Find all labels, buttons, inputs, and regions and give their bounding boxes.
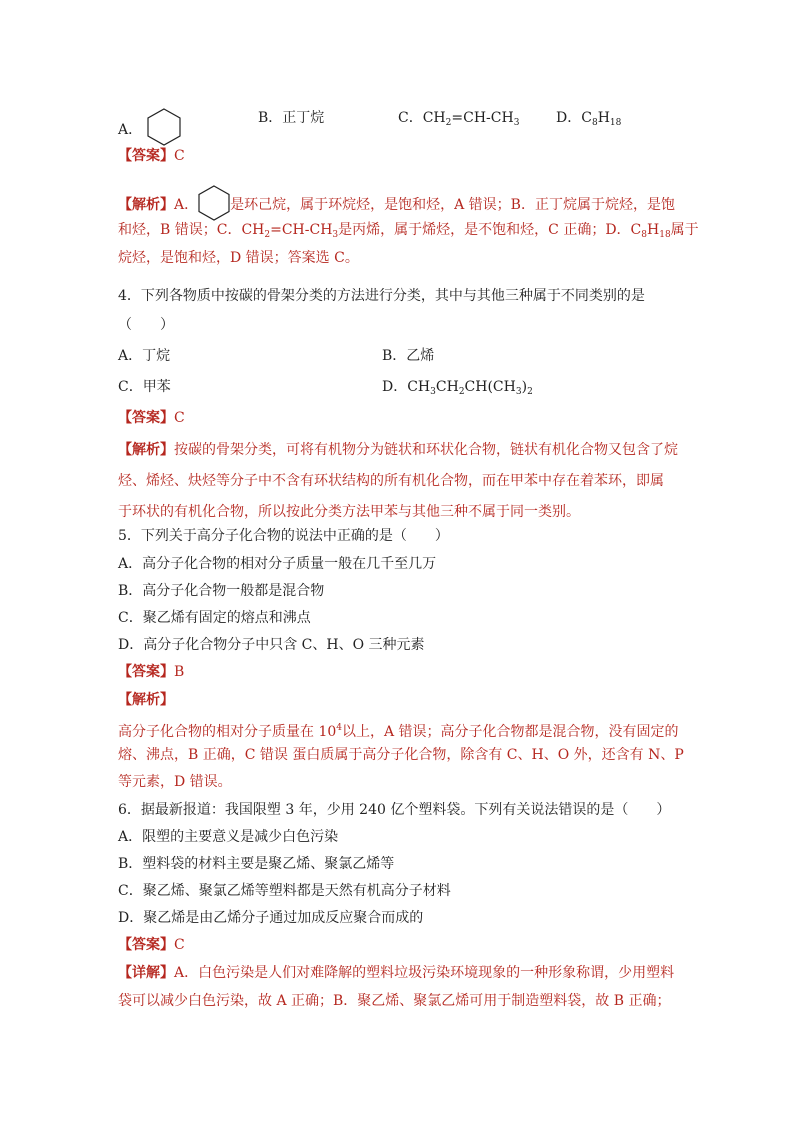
analysis-tag: 【解析】 bbox=[118, 692, 174, 708]
formula-part: =CH-CH bbox=[451, 110, 514, 126]
formula-subscript: 2 bbox=[458, 387, 465, 397]
formula-subscript: 18 bbox=[609, 118, 622, 128]
detail-tag: 【详解】 bbox=[118, 965, 174, 981]
q5-analysis-line-1 bbox=[118, 718, 679, 742]
answer-value: C bbox=[174, 410, 185, 426]
q6-answer bbox=[118, 935, 185, 955]
q5-analysis-line-3: 等元素，D 错误。 bbox=[118, 774, 232, 790]
analysis-tag: 【解析】 bbox=[118, 442, 174, 458]
analysis-text: 是环己烷，属于环烷烃，是饱和烃，A 错误；B．正丁烷属于烷烃，是饱 bbox=[230, 197, 675, 213]
formula-superscript: 4 bbox=[336, 723, 342, 733]
analysis-tag: 【解析】 bbox=[118, 197, 174, 213]
q4-option-c: C．甲苯 bbox=[118, 379, 171, 395]
formula-subscript: 2 bbox=[445, 118, 452, 128]
q5-option-a: A．高分子化合物的相对分子质量一般在几千至几万 bbox=[118, 556, 437, 572]
analysis-text: 和烃，B 错误；C．CH bbox=[118, 222, 265, 238]
q6-option-d: D．聚乙烯是由乙烯分子通过加成反应聚合而成的 bbox=[118, 910, 424, 926]
q4-answer bbox=[118, 408, 185, 428]
answer-tag: 【答案】 bbox=[118, 937, 174, 953]
q4-analysis-line-3: 于环状的有机化合物，所以按此分类方法甲苯与其他三种不属于同一类别。 bbox=[118, 504, 580, 520]
q4-analysis-line-1 bbox=[118, 440, 678, 460]
q3-analysis-line-2 bbox=[118, 220, 699, 245]
q6-detail-line-1 bbox=[118, 963, 674, 983]
analysis-text: H bbox=[647, 222, 660, 238]
detail-text: A．白色污染是人们对难降解的塑料垃圾污染环境现象的一种形象称谓，少用塑料 bbox=[174, 965, 675, 981]
formula-subscript: 3 bbox=[430, 387, 436, 397]
answer-value: B bbox=[174, 664, 185, 680]
q4-stem-line-1: 4．下列各物质中按碳的骨架分类的方法进行分类，其中与其他三种属于不同类别的是 bbox=[118, 288, 645, 304]
q6-option-b: B．塑料袋的材料主要是聚乙烯、聚氯乙烯等 bbox=[118, 856, 395, 872]
q5-option-d: D．高分子化合物分子中只含 C、H、O 三种元素 bbox=[118, 637, 425, 653]
formula-subscript: 18 bbox=[659, 230, 671, 240]
q6-stem: 6．据最新报道：我国限塑 3 年，少用 240 亿个塑料袋。下列有关说法错误的是（ ） bbox=[118, 802, 671, 818]
q3-option-c bbox=[398, 108, 519, 133]
answer-tag: 【答案】 bbox=[118, 148, 174, 164]
formula-part: ) bbox=[521, 379, 528, 395]
answer-value: C bbox=[174, 937, 185, 953]
q3-analysis-line-3: 烷烃，是饱和烃，D 错误；答案选 C。 bbox=[118, 250, 359, 266]
answer-value: C bbox=[174, 148, 185, 164]
q4-analysis-line-2: 烃、烯烃、炔烃等分子中不含有环状结构的所有机化合物，而在甲苯中存在着苯环，即属 bbox=[118, 473, 664, 489]
formula-subscript: 8 bbox=[591, 118, 598, 128]
formula-part: CH(CH bbox=[464, 379, 516, 395]
q3-analysis-line-1 bbox=[118, 185, 675, 221]
q5-stem: 5．下列关于高分子化合物的说法中正确的是（ ） bbox=[118, 528, 449, 544]
answer-tag: 【答案】 bbox=[118, 410, 174, 426]
q3-option-c-label: C． bbox=[398, 110, 423, 126]
q6-detail-line-2: 袋可以减少白色污染，故 A 正确；B．聚乙烯、聚氯乙烯可用于制造塑料袋，故 B 正确； bbox=[118, 993, 671, 1009]
formula-subscript: 2 bbox=[527, 387, 533, 397]
q4-option-d bbox=[382, 377, 533, 402]
q4-option-a: A．丁烷 bbox=[118, 348, 171, 364]
formula-part: H bbox=[597, 110, 610, 126]
cyclohexane-structure-icon bbox=[198, 185, 230, 221]
formula-part: C bbox=[581, 110, 592, 126]
analysis-text: 属于 bbox=[670, 222, 699, 238]
q5-option-b: B．高分子化合物一般都是混合物 bbox=[118, 583, 325, 599]
q4-option-b: B．乙烯 bbox=[382, 348, 435, 364]
q3-option-a bbox=[118, 108, 181, 146]
q6-option-a: A．限塑的主要意义是减少白色污染 bbox=[118, 829, 339, 845]
q5-analysis-line-2: 熔、沸点，B 正确，C 错误 蛋白质属于高分子化合物，除含有 C、H、O 外，还含有 N、P bbox=[118, 747, 684, 763]
q5-answer bbox=[118, 662, 184, 682]
q3-option-b: B．正丁烷 bbox=[258, 110, 325, 126]
formula-subscript: 3 bbox=[332, 230, 339, 240]
formula-subscript: 3 bbox=[515, 387, 522, 397]
q3-answer bbox=[118, 146, 185, 166]
formula-subscript: 2 bbox=[264, 230, 271, 240]
formula-part: CH bbox=[422, 110, 446, 126]
answer-tag: 【答案】 bbox=[118, 664, 174, 680]
analysis-text: 按碳的骨架分类，可将有机物分为链状和环状化合物，链状有机化合物又包含了烷 bbox=[174, 442, 678, 458]
formula-part: CH bbox=[435, 379, 459, 395]
q5-option-c: C．聚乙烯有固定的熔点和沸点 bbox=[118, 610, 311, 626]
formula-subscript: 3 bbox=[513, 118, 520, 128]
analysis-text: =CH-CH bbox=[270, 222, 333, 238]
analysis-text: 是丙烯，属于烯烃，是不饱和烃，C 正确；D．C bbox=[338, 222, 642, 238]
cyclohexane-structure-icon bbox=[147, 108, 181, 146]
q3-option-d bbox=[556, 108, 621, 133]
formula-part: D．CH bbox=[382, 379, 431, 395]
q3-option-d-label: D． bbox=[556, 110, 582, 126]
q5-analysis-tag-line bbox=[118, 690, 174, 710]
analysis-text: 以上，A 错误；高分子化合物都是混合物，没有固定的 bbox=[342, 724, 679, 740]
q6-option-c: C．聚乙烯、聚氯乙烯等塑料都是天然有机高分子材料 bbox=[118, 883, 451, 899]
analysis-text: 高分子化合物的相对分子质量在 10 bbox=[118, 724, 337, 740]
formula-subscript: 8 bbox=[641, 230, 647, 240]
q4-stem-line-2: （ ） bbox=[118, 317, 174, 333]
q3-option-a-label: A． bbox=[118, 122, 143, 138]
analysis-text: A． bbox=[174, 197, 199, 213]
